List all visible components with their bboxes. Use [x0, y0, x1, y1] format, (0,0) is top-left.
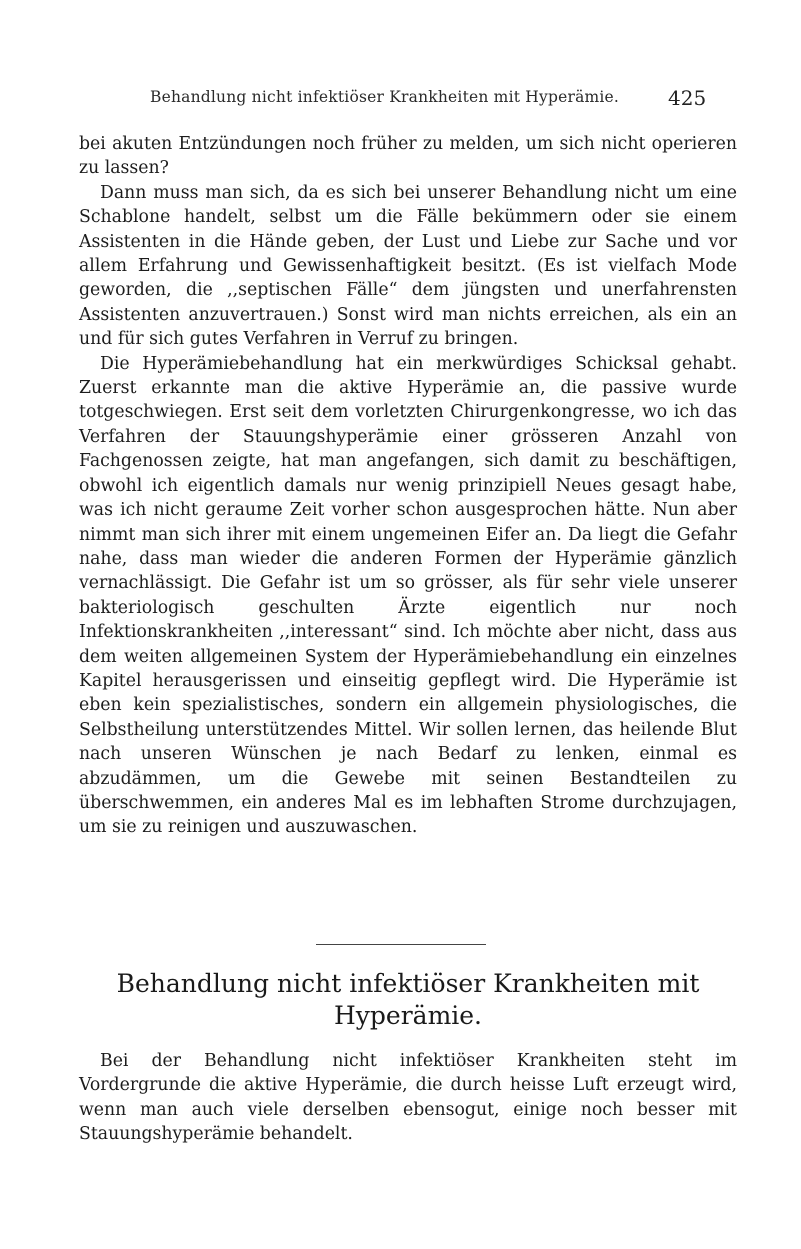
running-head: Behandlung nicht infektiöser Krankheiten mit Hyperämie.: [150, 88, 620, 106]
paragraph-continuation: bei akuten Entzündungen noch früher zu melden, um sich nicht operieren zu lassen?: [79, 134, 737, 179]
section-divider: [316, 944, 486, 945]
paragraph: Bei der Behandlung nicht infektiöser Krankheiten steht im Vordergrunde die aktive Hyperämie, die durch heisse Luft erzeugt wird, wenn man auch viele derselben ebensogut, einige noch besser mit Stauungshyperämie behandelt.: [79, 1051, 737, 1145]
page-number: 425: [668, 86, 707, 110]
section-heading: Behandlung nicht infektiöser Krankheiten mit Hyperämie.: [116, 969, 700, 1030]
body-text: [79, 132, 737, 840]
paragraph: Dann muss man sich, da es sich bei unserer Behandlung nicht um eine Schablone handelt, selbst um die Fälle bekümmern oder sie einem Assistenten in die Hände geben, der Lust und Liebe zur Sache und vor allem Erfahrung und Gewissenhaftigkeit besitzt. (Es ist vielfach Mode geworden, die ,,septischen Fälle“ dem jüngsten und unerfahrensten Assistenten anzuvertrauen.) Sonst wird man nichts erreichen, als ein an und für sich gutes Verfahren in Verruf zu bringen.: [79, 182, 737, 350]
section-body: [79, 1049, 737, 1147]
paragraph: Die Hyperämiebehandlung hat ein merkwürdiges Schicksal gehabt. Zuerst erkannte man die aktive Hyperämie an, die passive wurde totgeschwiegen. Erst seit dem vorletzten Chirurgenkongresse, wo ich das Verfahren der Stauungshyperämie einer grösseren Anzahl von Fachgenossen zeigte, hat man angefangen, sich damit zu beschäftigen, obwohl ich eigentlich damals nur wenig prinzipiell Neues gesagt habe, was ich nicht geraume Zeit vorher schon ausgesprochen hätte. Nun aber nimmt man sich ihrer mit einem ungemeinen Eifer an. Da liegt die Gefahr nahe, dass man wieder die anderen Formen der Hyperämie gänzlich vernachlässigt. Die Gefahr ist um so grösser, als für sehr viele unserer bakteriologisch geschulten Ärzte eigentlich nur noch Infektionskrankheiten ,,interessant“ sind. Ich möchte aber nicht, dass aus dem weiten allgemeinen System der Hyperämiebehandlung ein einzelnes Kapitel herausgerissen und einseitig gepflegt wird. Die Hyperämie ist eben kein spezialistisches, sondern ein allgemein physiologisches, die Selbstheilung unterstützendes Mittel. Wir sollen lernen, das heilende Blut nach unseren Wünschen je nach Bedarf zu lenken, einmal es abzudämmen, um die Gewebe mit seinen Bestandteilen zu überschwemmen, ein anderes Mal es im lebhaften Strome durchzujagen, um sie zu reinigen und auszuwaschen.: [79, 353, 737, 838]
